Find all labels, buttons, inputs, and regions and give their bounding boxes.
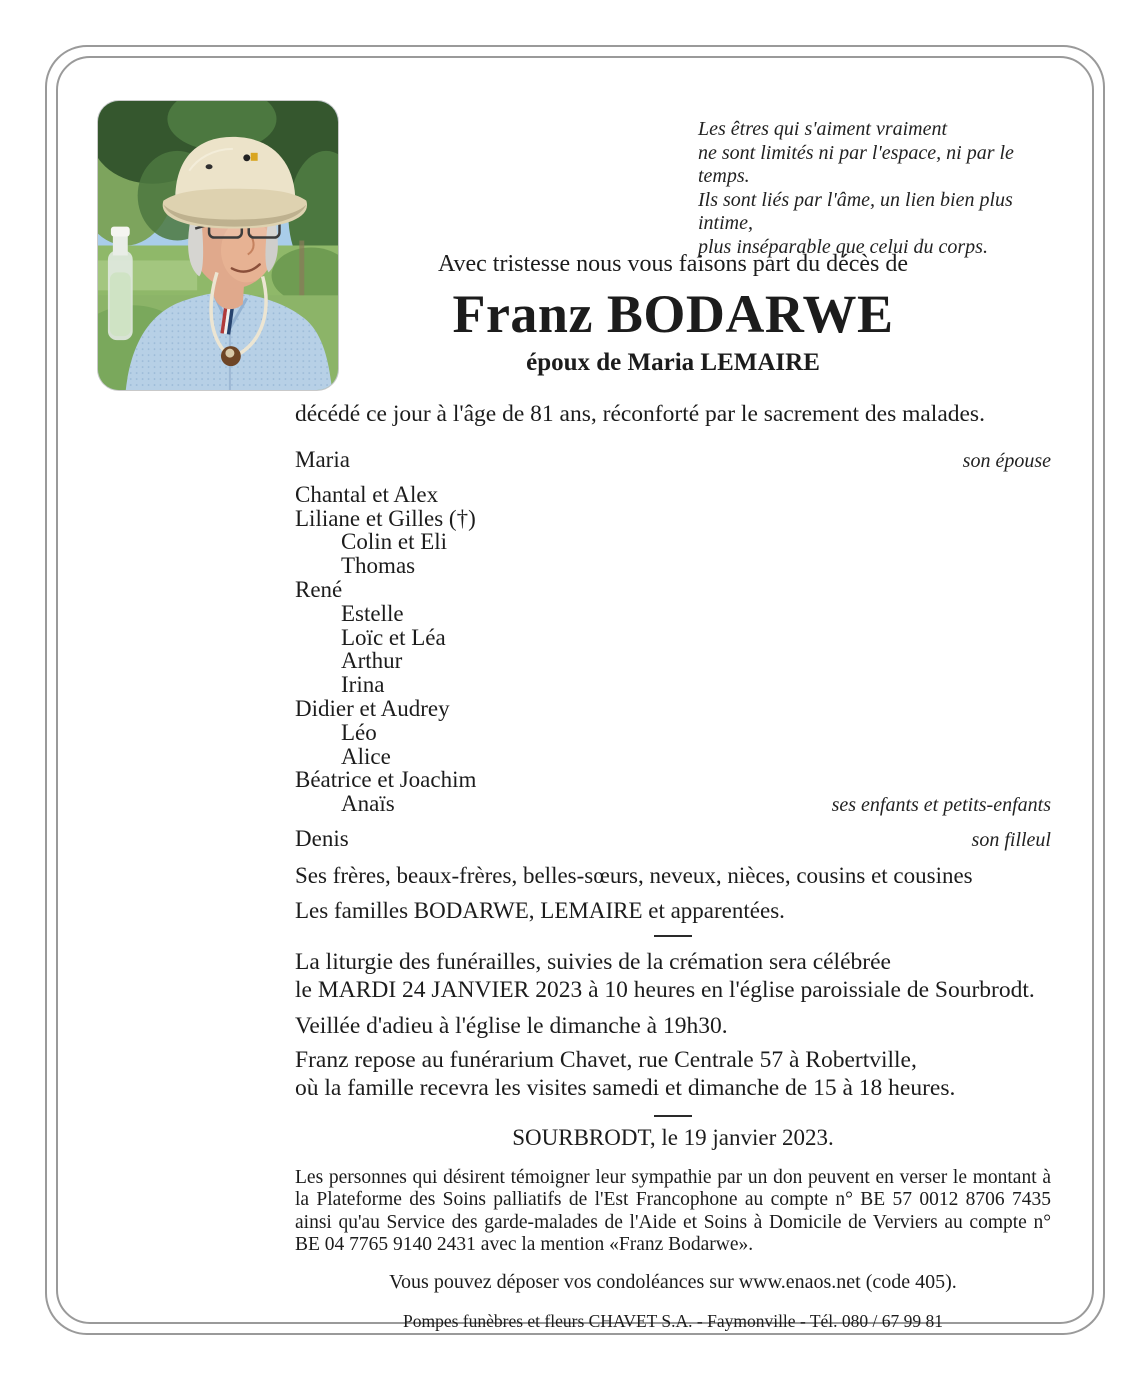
family-row	[295, 697, 1051, 721]
relatives-line: Ses frères, beaux-frères, belles-sœurs, neveux, nièces, cousins et cousines	[295, 862, 973, 888]
family-member-name: Alice	[341, 743, 391, 769]
family-member-name: Maria	[295, 447, 350, 472]
family-row	[295, 745, 1051, 769]
section-divider	[654, 1115, 692, 1117]
family-member-name: Colin et Eli	[341, 529, 448, 555]
family-row	[295, 626, 1051, 650]
family-row	[295, 448, 1051, 474]
family-row	[295, 827, 1051, 853]
donations-paragraph: Les personnes qui désirent témoigner leur sympathie par un don peuvent en verser le montant à la Plateforme des Soins palliatifs de l'Est Francophone au compte n° BE 57 0012 8706 7435 ainsi qu'au Service des garde-malades de l'Aide et Soins à Domicile de Verviers au compte n° BE 04 7765 9140 2431 avec la mention «Franz Bodarwe».	[295, 1166, 1051, 1255]
announcement-intro: Avec tristesse nous vous faisons part du décès de	[437, 251, 909, 277]
relationship-label: son filleul	[971, 828, 1051, 851]
relatives-line: Les familles BODARWE, LEMAIRE et apparentées.	[295, 897, 785, 923]
family-member-name: Chantal et Alex	[295, 481, 439, 507]
family-member-name: Arthur	[341, 648, 403, 674]
family-member-name: Liliane et Gilles (†)	[295, 505, 476, 531]
repose-paragraph	[295, 1046, 1051, 1103]
repose-line: où la famille recevra les visites samedi et dimanche de 15 à 18 heures.	[295, 1075, 956, 1102]
family-member-name: Didier et Audrey	[295, 695, 450, 721]
condolences-line: Vous pouvez déposer vos condoléances sur www.enaos.net (code 405).	[389, 1271, 957, 1294]
quote-line: Ils sont liés par l'âme, un lien bien plus intime,	[698, 188, 1013, 234]
family-row	[295, 554, 1051, 578]
family-row	[295, 602, 1051, 626]
quote-line: ne sont limités ni par l'espace, ni par le temps.	[698, 141, 1014, 187]
repose-line: Franz repose au funérarium Chavet, rue Centrale 57 à Robertville,	[295, 1046, 917, 1073]
relationship-label: son épouse	[962, 450, 1051, 472]
quote-line: Les êtres qui s'aiment vraiment	[698, 118, 948, 140]
family-row	[295, 673, 1051, 697]
section-divider	[654, 935, 692, 937]
relationship-label: ses enfants et petits-enfants	[831, 794, 1051, 817]
announcement-body	[295, 250, 1051, 1332]
liturgy-line: La liturgie des funérailles, suivies de la crémation sera célébrée	[295, 948, 891, 975]
family-member-name: Léo	[341, 719, 377, 745]
family-row	[295, 507, 1051, 531]
family-member-name: Denis	[295, 825, 349, 851]
family-member-name: Thomas	[341, 553, 416, 579]
dateline: SOURBRODT, le 19 janvier 2023.	[512, 1124, 834, 1150]
family-member-name: Estelle	[341, 600, 404, 626]
family-member-name: Anaïs	[341, 791, 395, 817]
family-row	[295, 792, 1051, 818]
family-row	[295, 768, 1051, 792]
family-row	[295, 483, 1051, 507]
family-row	[295, 578, 1051, 602]
funeral-home-footer: Pompes funèbres et fleurs CHAVET S.A. - Faymonville - Tél. 080 / 67 99 81	[402, 1311, 944, 1332]
death-line: décédé ce jour à l'âge de 81 ans, réconforté par le sacrement des malades.	[295, 401, 985, 427]
memorial-quote	[698, 118, 1058, 259]
family-row	[295, 649, 1051, 673]
family-list	[295, 448, 1051, 853]
liturgy-paragraph	[295, 948, 1051, 1005]
family-member-name: René	[295, 576, 343, 602]
family-member-name: Loïc et Léa	[341, 624, 446, 650]
family-member-name: Béatrice et Joachim	[295, 767, 477, 793]
deceased-name: Franz BODARWE	[452, 284, 894, 344]
liturgy-line: le MARDI 24 JANVIER 2023 à 10 heures en l'église paroissiale de Sourbrodt.	[295, 977, 1035, 1004]
spouse-line: époux de Maria LEMAIRE	[526, 349, 820, 376]
vigil-line: Veillée d'adieu à l'église le dimanche à 19h30.	[295, 1012, 728, 1039]
family-row	[295, 530, 1051, 554]
family-row	[295, 721, 1051, 745]
family-member-name: Irina	[341, 672, 385, 698]
quote-line: plus inséparable que celui du corps.	[698, 235, 988, 258]
